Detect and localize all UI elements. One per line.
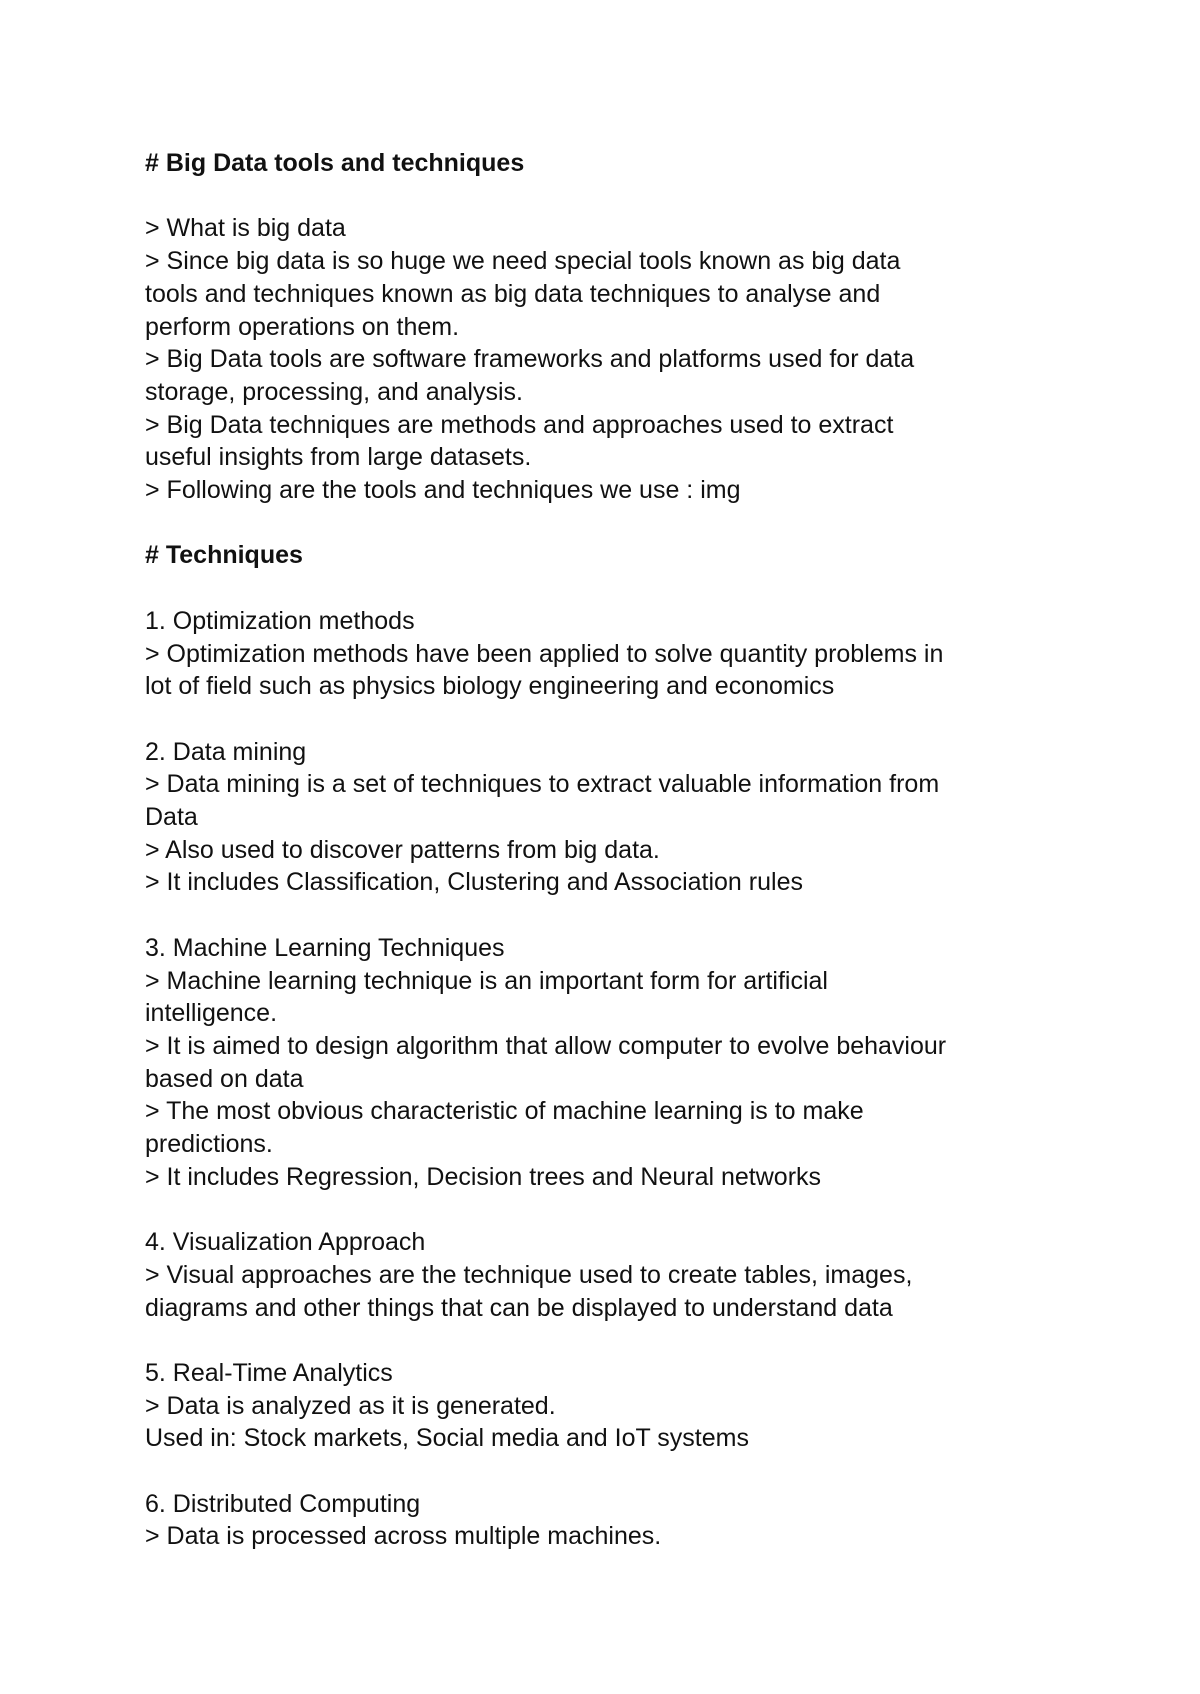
text-line: > It includes Regression, Decision trees and Neural networks: [145, 1162, 822, 1191]
section-heading: # Techniques: [145, 541, 303, 570]
text-line: 4. Visualization Approach: [145, 1228, 426, 1257]
text-line: > Following are the tools and techniques we use : img: [145, 476, 741, 505]
text-line: > The most obvious characteristic of machine learning is to make: [145, 1097, 864, 1126]
blank-line: [145, 180, 1075, 213]
blank-line: [145, 1324, 1075, 1357]
section-heading: # Big Data tools and techniques: [145, 149, 525, 177]
text-line: tools and techniques known as big data techniques to analyse and: [145, 279, 881, 308]
text-line: > Visual approaches are the technique used to create tables, images,: [145, 1260, 913, 1289]
text-line: intelligence.: [145, 999, 278, 1028]
text-line: 2. Data mining: [145, 737, 307, 766]
document-body: [145, 147, 1075, 1553]
text-line: > Optimization methods have been applied to solve quantity problems in: [145, 639, 944, 668]
text-line: based on data: [145, 1064, 304, 1093]
text-line: > Also used to discover patterns from big data.: [145, 835, 660, 864]
blank-line: [145, 507, 1075, 540]
text-line: > Big Data tools are software frameworks and platforms used for data: [145, 345, 915, 374]
text-line: > Data is processed across multiple machines.: [145, 1522, 662, 1551]
text-line: predictions.: [145, 1130, 273, 1159]
text-line: perform operations on them.: [145, 312, 460, 341]
text-line: Used in: Stock markets, Social media and IoT systems: [145, 1424, 749, 1453]
text-line: > It includes Classification, Clustering and Association rules: [145, 868, 803, 897]
blank-line: [145, 703, 1075, 736]
text-line: 3. Machine Learning Techniques: [145, 933, 505, 962]
text-line: useful insights from large datasets.: [145, 443, 532, 472]
blank-line: [145, 1193, 1075, 1226]
text-line: Data: [145, 803, 198, 831]
text-line: lot of field such as physics biology engineering and economics: [145, 672, 835, 701]
text-line: > Since big data is so huge we need special tools known as big data: [145, 247, 901, 276]
text-line: > Data mining is a set of techniques to extract valuable information from: [145, 770, 940, 799]
text-line: storage, processing, and analysis.: [145, 377, 523, 406]
text-line: > Machine learning technique is an important form for artificial: [145, 966, 828, 995]
text-line: > What is big data: [145, 214, 346, 243]
text-line: > Big Data techniques are methods and approaches used to extract: [145, 410, 894, 439]
blank-line: [145, 572, 1075, 605]
text-line: 1. Optimization methods: [145, 606, 415, 635]
text-line: 6. Distributed Computing: [145, 1489, 421, 1518]
blank-line: [145, 899, 1075, 932]
text-line: > Data is analyzed as it is generated.: [145, 1391, 556, 1420]
blank-line: [145, 1455, 1075, 1488]
text-line: > It is aimed to design algorithm that allow computer to evolve behaviour: [145, 1031, 947, 1060]
text-line: 5. Real-Time Analytics: [145, 1358, 393, 1387]
text-line: diagrams and other things that can be displayed to understand data: [145, 1293, 893, 1322]
